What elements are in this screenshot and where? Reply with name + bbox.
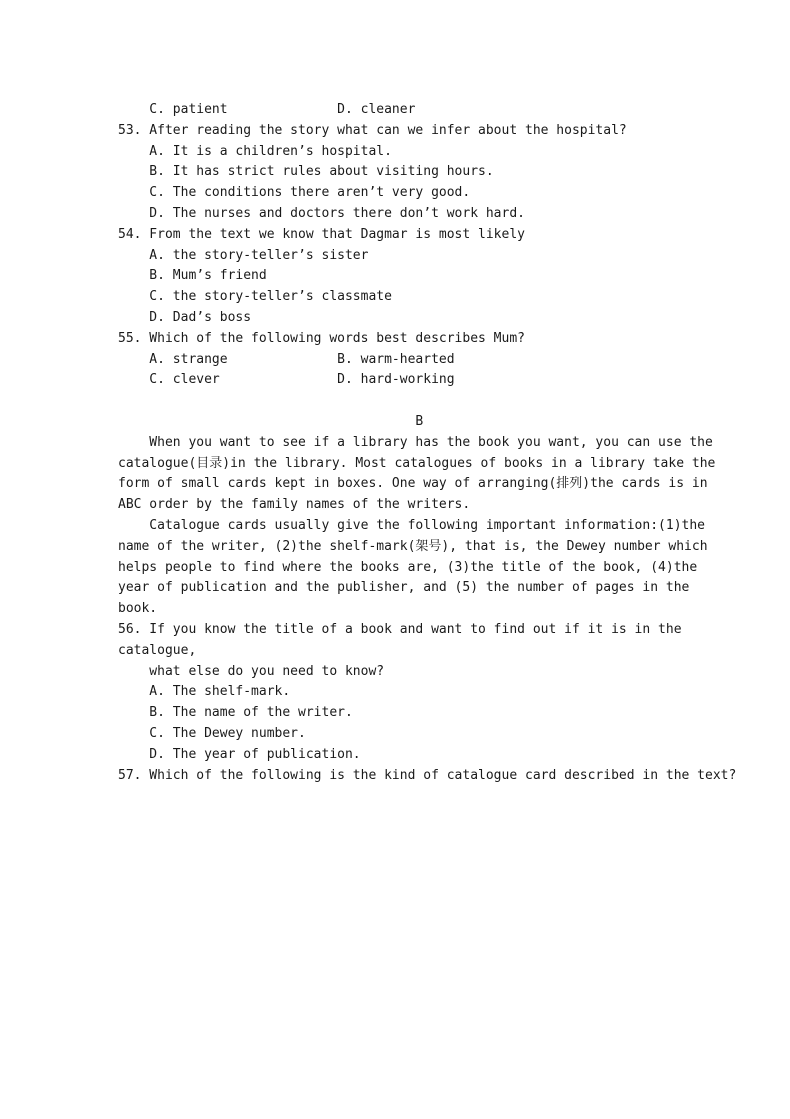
document-line: catalogue(目录)in the library. Most catalogues of books in a library take the [118, 455, 716, 471]
document-line: A. strange B. warm-hearted [118, 351, 455, 367]
document-line: 55. Which of the following words best describes Mum? [118, 330, 525, 346]
document-line: D. The nurses and doctors there don’t work hard. [118, 205, 525, 221]
document-line: When you want to see if a library has the book you want, you can use the [118, 434, 713, 450]
document-line: 54. From the text we know that Dagmar is most likely [118, 226, 525, 242]
document-line [118, 391, 790, 412]
document-line: C. clever D. hard-working [118, 372, 455, 388]
document-line: 57. Which of the following is the kind of catalogue card described in the text? [118, 767, 737, 783]
document-line: B. The name of the writer. [118, 705, 353, 721]
document-line: A. the story-teller’s sister [118, 247, 369, 263]
document-line: 53. After reading the story what can we infer about the hospital? [118, 122, 627, 138]
document-line: A. It is a children’s hospital. [118, 143, 392, 159]
document-line: Catalogue cards usually give the following important information:(1)the [118, 517, 705, 533]
document-line: B. Mum’s friend [118, 268, 267, 284]
document-line: 56. If you know the title of a book and want to find out if it is in the [118, 621, 682, 637]
document-text [118, 100, 790, 786]
document-line: D. The year of publication. [118, 746, 361, 762]
document-line: name of the writer, (2)the shelf-mark(架号), that is, the Dewey number which [118, 538, 708, 554]
document-line: B [118, 413, 424, 429]
document-line: helps people to find where the books are, (3)the title of the book, (4)the [118, 559, 698, 575]
document-line: year of publication and the publisher, and (5) the number of pages in the [118, 580, 690, 596]
document-line: catalogue, [118, 642, 197, 658]
document-line: C. The conditions there aren’t very good. [118, 185, 471, 201]
document-line: C. patient D. cleaner [118, 102, 416, 117]
document-line: ABC order by the family names of the writers. [118, 497, 471, 513]
document-line: C. The Dewey number. [118, 725, 306, 741]
document-line: book. [118, 601, 158, 617]
document-line: B. It has strict rules about visiting hours. [118, 164, 494, 180]
document-line: C. the story-teller’s classmate [118, 289, 392, 305]
document-line: form of small cards kept in boxes. One way of arranging(排列)the cards is in [118, 476, 708, 492]
document-line: D. Dad’s boss [118, 309, 252, 325]
document-line: A. The shelf-mark. [118, 684, 291, 700]
document-line: what else do you need to know? [118, 663, 385, 679]
